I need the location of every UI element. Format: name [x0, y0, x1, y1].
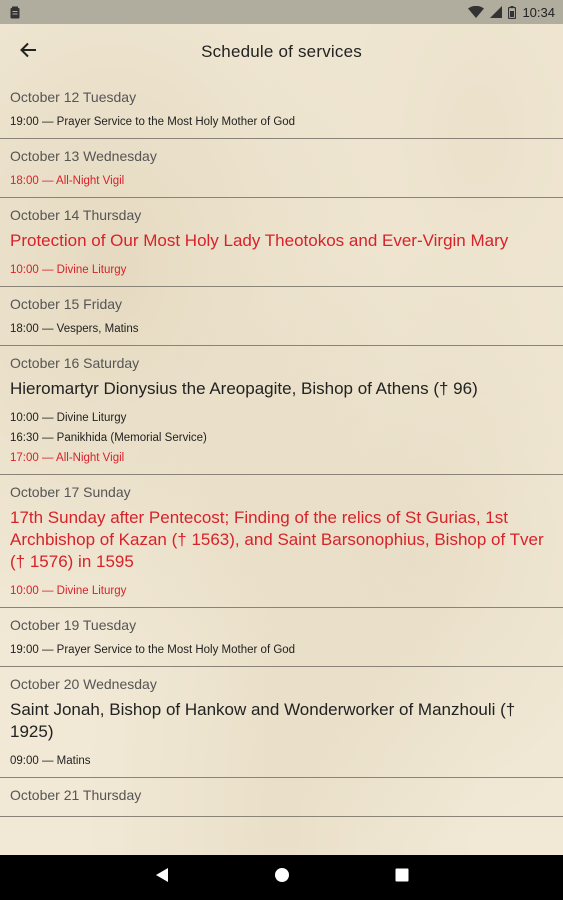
service-item: 18:00 — All-Night Vigil [10, 175, 125, 187]
back-triangle-icon [155, 867, 169, 888]
feast-title: Protection of Our Most Holy Lady Theotokos and Ever-Virgin Mary [10, 231, 509, 250]
day-section [0, 139, 563, 198]
day-date: October 16 Saturday [10, 355, 140, 371]
service-item: 09:00 — Matins [10, 755, 91, 767]
services-list [10, 636, 553, 666]
day-date: October 20 Wednesday [10, 676, 157, 692]
services-list [10, 256, 553, 286]
status-icons [468, 5, 555, 20]
service-item: 10:00 — Divine Liturgy [10, 585, 127, 597]
services-list [10, 315, 553, 345]
service-item: 19:00 — Prayer Service to the Most Holy Mother of God [10, 644, 296, 656]
day-section [0, 608, 563, 667]
services-list [10, 577, 553, 607]
day-section [0, 475, 563, 608]
feast-title: Saint Jonah, Bishop of Hankow and Wonderworker of Manzhouli († 1925) [10, 700, 516, 741]
battery-icon [508, 6, 516, 19]
service-item: 18:00 — Vespers, Matins [10, 323, 139, 335]
status-bar [0, 0, 563, 24]
day-date: October 21 Thursday [10, 787, 142, 803]
page-title: Schedule of services [201, 42, 362, 61]
day-section [0, 198, 563, 287]
recents-square-icon [395, 868, 409, 887]
navigation-bar [0, 855, 563, 900]
feast-title: 17th Sunday after Pentecost; Finding of the relics of St Gurias, 1st Archbishop of Kazan († 1563), and Saint Barsonophius, Bishop of Tver († 1576) in 1595 [10, 508, 544, 571]
service-item: 16:30 — Panikhida (Memorial Service) [10, 432, 207, 444]
day-section [0, 778, 563, 817]
nav-back-button[interactable] [102, 855, 222, 900]
day-date: October 17 Sunday [10, 484, 131, 500]
day-section [0, 287, 563, 346]
services-list [10, 108, 553, 138]
status-time: 10:34 [522, 4, 555, 20]
service-item: 10:00 — Divine Liturgy [10, 412, 127, 424]
day-date: October 15 Friday [10, 296, 123, 312]
day-section [0, 346, 563, 475]
services-list [10, 167, 553, 197]
feast-title: Hieromartyr Dionysius the Areopagite, Bishop of Athens († 96) [10, 379, 478, 398]
services-list [10, 806, 553, 816]
notification-icon [10, 6, 20, 19]
schedule-list[interactable] [0, 80, 563, 855]
services-list [10, 404, 553, 474]
day-date: October 19 Tuesday [10, 617, 137, 633]
app-bar [0, 24, 563, 80]
services-list [10, 747, 553, 777]
nav-recents-button[interactable] [342, 855, 462, 900]
days-container [0, 80, 563, 817]
wifi-icon [468, 6, 484, 18]
signal-icon [490, 6, 502, 18]
service-item: 17:00 — All-Night Vigil [10, 452, 125, 464]
day-section [0, 80, 563, 139]
day-date: October 12 Tuesday [10, 89, 137, 105]
home-circle-icon [274, 867, 290, 888]
day-section [0, 667, 563, 778]
day-date: October 13 Wednesday [10, 148, 157, 164]
day-date: October 14 Thursday [10, 207, 142, 223]
service-item: 19:00 — Prayer Service to the Most Holy Mother of God [10, 116, 296, 128]
nav-home-button[interactable] [222, 855, 342, 900]
service-item: 10:00 — Divine Liturgy [10, 264, 127, 276]
